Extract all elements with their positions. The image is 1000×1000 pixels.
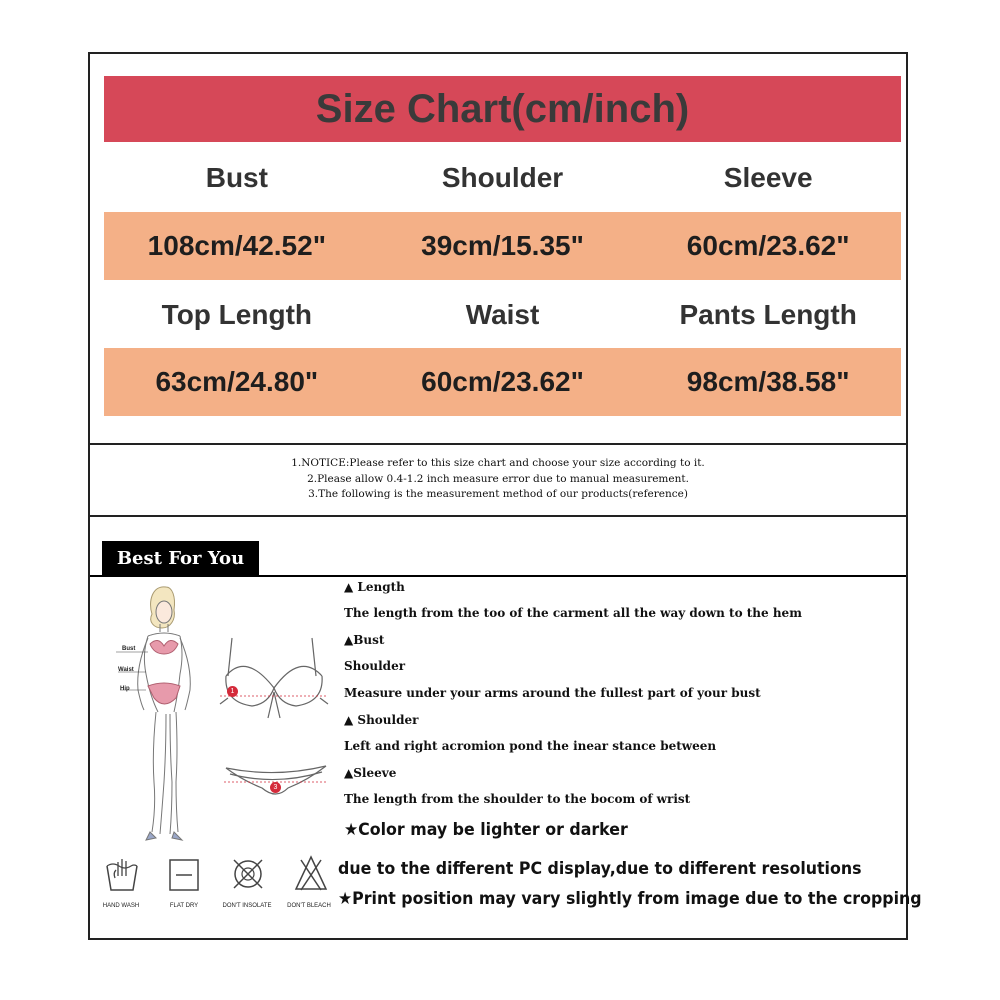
marker-3: 3 (270, 782, 281, 793)
notice-line-2: 2.Please allow 0.4-1.2 inch measure error due to manual measurement. (307, 472, 689, 485)
figure-illustration (108, 582, 212, 844)
desc-shoulder-heading: ▲ Shoulder (344, 713, 419, 727)
size-chart-title: Size Chart(cm/inch) (104, 76, 901, 142)
best-for-you-tab: Best For You (102, 541, 259, 575)
desc-sleeve-heading: ▲Sleeve (344, 766, 397, 780)
header-shoulder: Shoulder (441, 162, 564, 193)
header-row-2 (104, 283, 901, 347)
desc-shoulder-text: Left and right acromion pond the inear stance between (344, 739, 717, 753)
value-shoulder: 39cm/15.35" (421, 230, 584, 261)
desc-bust-sub: Shoulder (344, 659, 406, 673)
value-row-2 (104, 348, 901, 416)
do-not-insolate-icon (230, 856, 266, 892)
label-waist: Waist (118, 667, 134, 673)
care-label-hand-wash: HAND WASH (102, 903, 140, 909)
label-bust: Bust (122, 646, 136, 652)
note-print: ★Print position may vary slightly from image due to the cropping (338, 889, 922, 909)
hand-wash-icon (104, 856, 140, 896)
header-waist: Waist (465, 299, 540, 330)
note-color: ★Color may be lighter or darker (344, 820, 628, 840)
desc-sleeve-text: The length from the shoulder to the bocom of wrist (344, 792, 691, 806)
notice-line-3: 3.The following is the measurement method of our products(reference) (308, 488, 688, 500)
section-divider (88, 515, 908, 517)
notice-line-1: 1.NOTICE:Please refer to this size chart and choose your size according to it. (291, 457, 705, 469)
marker-1: 1 (227, 686, 238, 697)
note-display: due to the different PC display,due to different resolutions (338, 859, 862, 879)
care-label-do-not-insolate: DON'T INSOLATE (222, 903, 272, 909)
value-top-length: 63cm/24.80" (155, 366, 319, 397)
desc-length-heading: ▲ Length (344, 580, 405, 594)
do-not-bleach-icon (294, 854, 328, 892)
desc-bust-text: Measure under your arms around the fullest part of your bust (344, 686, 761, 700)
desc-bust-heading: ▲Bust (344, 633, 385, 647)
notice-block (90, 456, 906, 503)
care-label-flat-dry: FLAT DRY (169, 903, 199, 909)
desc-length-text: The length from the too of the carment all the way down to the hem (344, 606, 802, 620)
value-row-1 (104, 212, 901, 280)
care-label-do-not-bleach: DON'T BLEACH (287, 903, 331, 909)
flat-dry-icon (168, 858, 200, 892)
value-sleeve: 60cm/23.62" (686, 230, 850, 261)
header-sleeve: Sleeve (723, 162, 813, 193)
value-bust: 108cm/42.52" (147, 230, 326, 261)
header-row-1 (104, 146, 901, 210)
best-for-you-rule (90, 575, 906, 577)
value-waist: 60cm/23.62" (421, 366, 584, 397)
header-bust: Bust (205, 162, 268, 193)
header-top-length: Top Length (161, 299, 312, 330)
header-pants-length: Pants Length (679, 299, 857, 330)
bra-diagram (216, 632, 334, 722)
section-divider (88, 443, 908, 445)
label-hip: Hip (120, 686, 130, 692)
value-pants-length: 98cm/38.58" (686, 366, 850, 397)
